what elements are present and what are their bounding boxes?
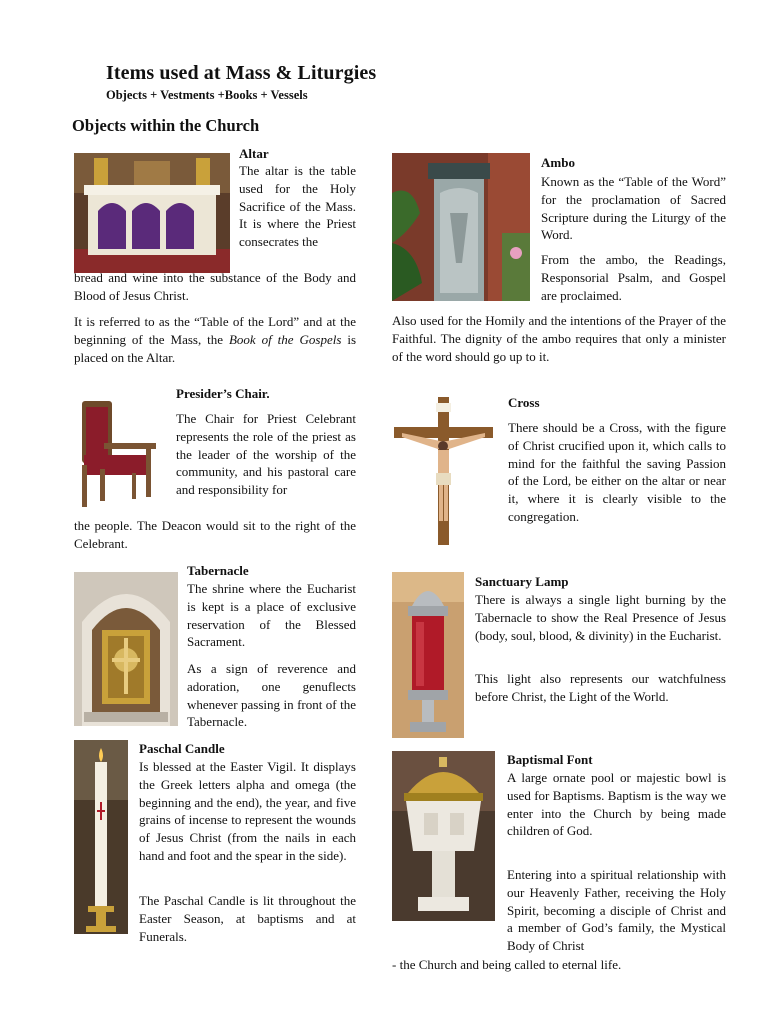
cross-text-1: There should be a Cross, with the figure of Christ crucified upon it, which calls to mind for the faithful the saving Passion of the Lord, be either on the altar or near it, where it is clearly visible to the congregation. [508, 420, 726, 524]
chair-text-side: The Chair for Priest Celebrant represents the role of the priest as the leader of the worship of the community, and his pastoral care and responsibility for [176, 411, 356, 498]
altar-text-wide: bread and wine into the substance of the Body and Blood of Jesus Christ. [74, 270, 356, 303]
tabernacle-text-2: As a sign of reverence and adoration, one genuflects whenever passing in front of the Tabernacle. [187, 661, 356, 730]
crucifix-image [392, 393, 495, 548]
font-heading: Baptismal Font [507, 752, 593, 767]
page-subtitle: Objects + Vestments +Books + Vessels [106, 88, 308, 102]
ambo-heading: Ambo [541, 155, 575, 170]
ambo-text-2: From the ambo, the Readings, Responsorial Psalm, and Gospel are proclaimed. [541, 252, 726, 303]
altar-image [74, 153, 230, 273]
altar-text-2b: is placed on the Altar. [74, 331, 356, 365]
paschal-text-1: Is blessed at the Easter Vigil. It displays the Greek letters alpha and omega (the beginning and the end), the year, and five grains of incense to represent the wounds of Jesus Christ (from the nails in each hand and foot and the spear in the side). [139, 759, 356, 863]
altar-text-2a: It is referred to as the “Table of the Lord” and at the beginning of the Mass, the [74, 314, 356, 347]
page-title: Items used at Mass & Liturgies [106, 62, 377, 84]
book-of-gospels: Book of the Gospels [228, 331, 342, 347]
lamp-text-2: This light also represents our watchfulness before Christ, the Light of the World. [475, 671, 726, 704]
lamp-text-1: There is always a single light burning by the Tabernacle to show the Real Presence of Jesus (body, soul, blood, & divinity) in the Eucharist. [475, 592, 726, 643]
sanctuary-lamp-image [392, 572, 464, 738]
section-heading: Objects within the Church [72, 116, 260, 135]
tabernacle-image [74, 572, 178, 726]
paschal-text-2: The Paschal Candle is lit throughout the Easter Season, at baptisms and at Funerals. [139, 893, 356, 944]
ambo-text-1: Known as the “Table of the Word” for the proclamation of Sacred Scripture during the Liturgy of the Word. [541, 174, 726, 243]
tabernacle-heading: Tabernacle [187, 563, 249, 578]
altar-text-2 [74, 313, 356, 366]
altar-heading: Altar [239, 146, 269, 161]
ambo-image [392, 153, 530, 301]
paschal-heading: Paschal Candle [139, 741, 225, 756]
altar-text-side: The altar is the table used for the Holy Sacrifice of the Mass. It is where the Priest consecrates the [239, 163, 356, 250]
baptismal-font-image [392, 751, 495, 921]
ambo-text-3: Also used for the Homily and the intentions of the Prayer of the Faithful. The dignity of the ambo requires that only a minister of the word should go up to it. [392, 313, 726, 364]
font-text-2-wide: - the Church and being called to eternal life. [392, 957, 622, 972]
chair-heading: Presider’s Chair. [176, 386, 270, 401]
tabernacle-text-1: The shrine where the Eucharist is kept is a place of exclusive reservation of the Blessed Sacrament. [187, 581, 356, 650]
font-text-1: A large ornate pool or majestic bowl is used for Baptisms. Baptism is the way we enter into the Church by being made children of God. [507, 770, 726, 839]
paschal-candle-image [74, 740, 128, 934]
chair-text-wide: the people. The Deacon would sit to the right of the Celebrant. [74, 518, 356, 551]
lamp-heading: Sanctuary Lamp [475, 574, 569, 589]
font-text-2-side: Entering into a spiritual relationship with our Heavenly Father, receiving the Holy Spirit, becoming a disciple of Christ and a member of God’s family, the Mystical Body of Christ [507, 867, 726, 954]
chair-image [74, 395, 162, 510]
cross-heading: Cross [508, 395, 540, 410]
